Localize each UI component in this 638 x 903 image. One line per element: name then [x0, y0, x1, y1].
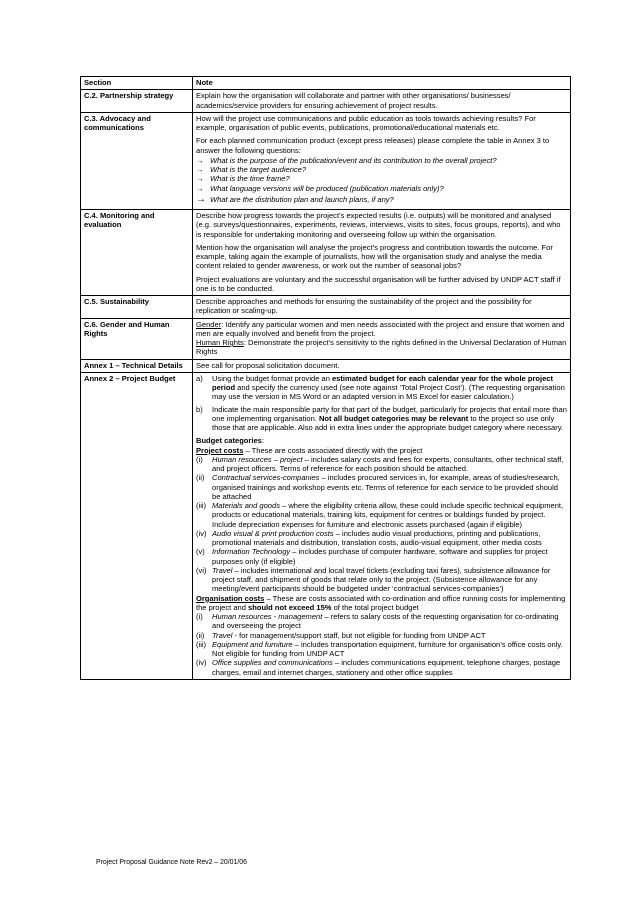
- note-paragraph: For each planned communication product (except press releases) please complete the table in Annex 3 to answer the following questions:: [196, 136, 550, 155]
- note-paragraph: Mention how the organisation will analyse the project’s progress and contribution towards the outcome. For example, taking again the example of journalists, how will the organisation study and analyse the media content related to gender awareness, or work out the number of seasonal jobs?: [196, 242, 553, 271]
- row-section: Annex 2 – Project Budget: [81, 372, 193, 679]
- list-item: → What language versions will be produced (publication materials only)?: [196, 183, 444, 193]
- human-rights-paragraph: Human Rights: Demonstrate the project’s sensitivity to the rights defined in the Universal Declaration of Human Rights: [196, 338, 567, 357]
- note-paragraph: Project evaluations are voluntary and the successful organisation will be further advised by UNDP ACT staff if one is to be conducted.: [196, 274, 561, 293]
- row-section: C.3. Advocacy and communications: [81, 112, 193, 209]
- list-item: (vi) Travel – includes international and local travel tickets (excluding taxi fares), subsistence allowance for project staff, and shipment of goods that relate only to the project. (Subsistence allowance for any meeting/event participants should be budgeted under ‘contractual services-companies’): [196, 565, 551, 594]
- list-item: → What is the target audience?: [196, 165, 307, 174]
- row-section: Annex 1 – Technical Details: [81, 359, 193, 372]
- arrow-icon: →: [196, 183, 204, 193]
- organisation-costs-heading: Organisation costs – These are costs associated with co-ordination and office running costs for implementing the project and should not exceed 15% of the total project budget: [196, 593, 566, 612]
- table-header-row: [81, 77, 571, 90]
- list-item: (ii) Travel - for management/support staff, but not eligible for funding from UNDP ACT: [196, 630, 486, 640]
- table-row: [81, 318, 571, 359]
- list-item: (iv) Audio visual & print production costs – includes audio visual productions, printing and publications, promotional materials and distribution, translation costs, audio-visual equipment, other media costs: [196, 528, 542, 547]
- row-section: C.2. Partnership strategy: [81, 90, 193, 113]
- list-item: a) Using the budget format provide an estimated budget for each calendar year for the whole project period and specify the currency used (see note against ‘Total Project Cost’). (The requesting organisation may use the version in MS Word or an adapted version in MS Excel for easier calculation.): [196, 373, 565, 402]
- row-note: [193, 318, 571, 359]
- row-note: Describe approaches and methods for ensuring the sustainability of the project and the possibility for replication or scaling-up.: [193, 296, 571, 319]
- row-note: Explain how the organisation will collaborate and partner with other organisations/ businesses/ academics/service providers for ensuring achievement of project results.: [193, 90, 571, 113]
- row-note: [193, 112, 571, 209]
- question-list: [196, 156, 567, 204]
- list-item: b) Indicate the main responsible party for that part of the budget, particularly for projects that entail more than one implementing organisation. Not all budget categories may be relevant to the project so use only those that are applicable. Also add in extra lines under the appropriate budget category where necessary.: [196, 404, 567, 432]
- list-item: (iii) Equipment and furniture – includes transportation equipment, furniture for organisation’s office costs only. Not eligible for funding from UNDP ACT: [196, 639, 563, 658]
- budget-categories-title: Budget categories:: [196, 436, 264, 446]
- arrow-icon: →: [196, 165, 204, 174]
- table-row: [81, 296, 571, 319]
- arrow-icon: →: [196, 155, 204, 165]
- organisation-costs-list: [196, 612, 567, 677]
- list-item: → What is the purpose of the publication/event and its contribution to the overall project?: [196, 155, 497, 165]
- header-section: Section: [81, 77, 193, 90]
- table-row: [81, 372, 571, 679]
- table-row: [81, 359, 571, 372]
- table-row: [81, 90, 571, 113]
- arrow-icon: →: [196, 193, 206, 205]
- list-item: (i) Human resources – project – includes salary costs and fees for experts, consultants, other technical staff, and project officers. Terms of reference for each position should be attached.: [196, 454, 564, 473]
- note-paragraph: How will the project use communications and public education as tools towards achieving results? For example, organisation of public events, publications, promotional/educational materials etc.: [196, 113, 536, 132]
- budget-instructions: [196, 374, 567, 433]
- guidance-table: [80, 76, 571, 680]
- table-row: [81, 112, 571, 209]
- list-item: (iv) Office supplies and communications – includes communications equipment, telephone charges, postage charges, email and internet charges, stationery and other office supplies: [196, 658, 561, 677]
- arrow-icon: →: [196, 174, 204, 184]
- row-note: See call for proposal solicitation document.: [193, 359, 571, 372]
- row-section: C.6. Gender and Human Rights: [81, 318, 193, 359]
- row-section: C.5. Sustainability: [81, 296, 193, 319]
- list-item: (v) Information Technology – includes purchase of computer hardware, software and supplies for project purposes only (if eligible): [196, 547, 548, 566]
- page-footer: Project Proposal Guidance Note Rev2 – 20/01/06: [96, 859, 247, 866]
- row-section: C.4. Monitoring and evaluation: [81, 210, 193, 296]
- list-item: (ii) Contractual services-companies – includes procured services in, for example, areas of studies/research, organised trainings and workshop events etc. Terms of reference for each service to be provided should be attached: [196, 473, 560, 501]
- row-note: [193, 372, 571, 679]
- header-note: Note: [193, 77, 571, 90]
- note-paragraph: Describe how progress towards the project’s expected results (i.e. outputs) will be monitored and analysed (e.g. surveys/questionnaires, experiments, reviews, interviews, visits to sites, focus groups, reports), and who is responsible for undertaking monitoring and overseeing follow up within the organisation.: [196, 211, 561, 239]
- project-costs-list: [196, 455, 567, 594]
- row-note: [193, 210, 571, 296]
- list-item: (iii) Materials and goods – where the eligibility criteria allow, these could include specific technical equipment, products or educational materials, training kits, equipment for centres or buildings funded by project. Include depreciation expenses for furniture and electronic assets purchased (again if eligible): [196, 501, 564, 529]
- list-item: → What are the distribution plan and launch plans, if any?: [196, 193, 394, 205]
- list-item: (i) Human resources - management – refers to salary costs of the requesting organisation for co-ordinating and overseeing the project: [196, 612, 559, 631]
- list-item: → What is the time frame?: [196, 174, 290, 184]
- project-costs-heading: Project costs – These are costs associated directly with the project: [196, 445, 423, 455]
- gender-paragraph: Gender: Identify any particular women and men needs associated with the project and ensure that women and men are equally involved and benefit from the project.: [196, 319, 565, 338]
- table-row: [81, 210, 571, 296]
